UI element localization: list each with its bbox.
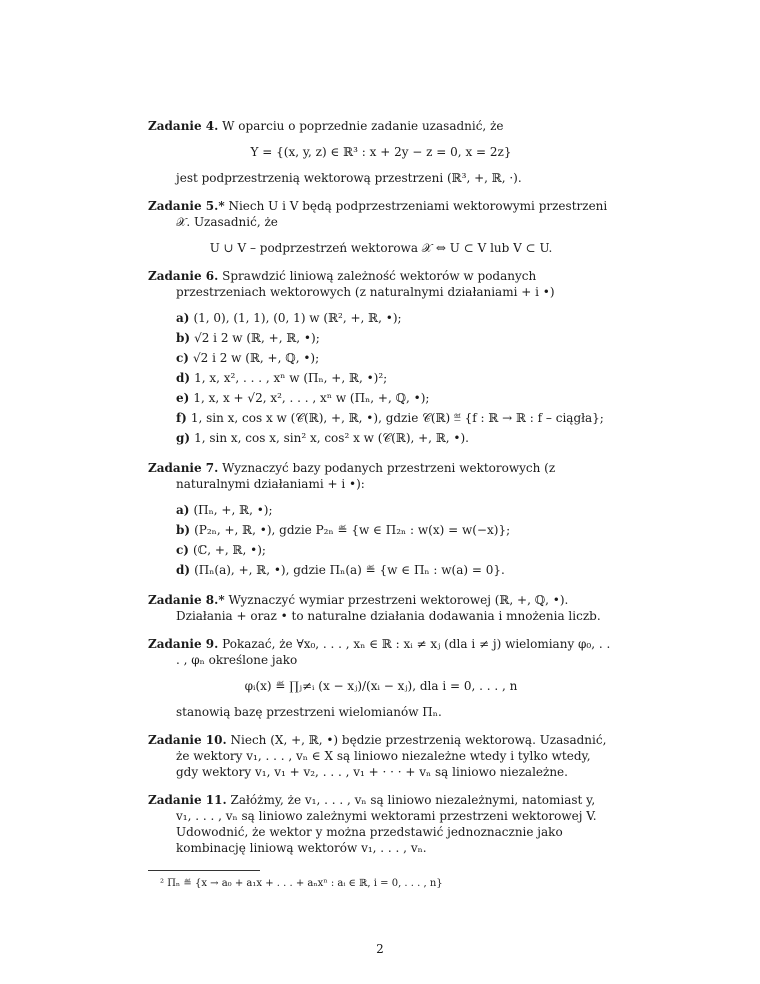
- list-item: c) √2 i 2 w (ℝ, +, ℚ, •);: [176, 351, 320, 365]
- problem-label: Zadanie 11.: [148, 793, 227, 807]
- problem-8: [148, 592, 614, 624]
- display-formula: φᵢ(x) ≝ ∏ⱼ≠ᵢ (x − xⱼ)/(xᵢ − xⱼ), dla i = 0, . . . , n: [244, 679, 518, 693]
- problem-text: Wyznaczyć wymiar przestrzeni wektorowej (ℝ, +, ℚ, •). Działania + oraz • to naturalne działania dodawania i mnożenia liczb.: [176, 593, 601, 623]
- problem-text: Załóżmy, że v₁, . . . , vₙ są liniowo niezależnymi, natomiast y, v₁, . . . , vₙ są liniowo zależnymi wektorami przestrzeni wektorowej V. Udowodnić, że wektor y można przedstawić jednoznacznie jako kombinację liniową wektorów v₁, . . . , vₙ.: [176, 793, 597, 855]
- problem-text: Niech U i V będą podprzestrzeniami wektorowymi przestrzeni 𝒳. Uzasadnić, że: [176, 199, 608, 229]
- problem-label: Zadanie 6.: [148, 269, 219, 283]
- problem-label: Zadanie 10.: [148, 733, 227, 747]
- problem-5: [148, 198, 614, 256]
- problem-6: [148, 268, 614, 448]
- problem-4: [148, 118, 614, 186]
- item-list: [148, 500, 614, 580]
- problem-label: Zadanie 7.: [148, 461, 219, 475]
- footnote: ² Πₙ ≝ {x → a₀ + a₁x + . . . + aₙxⁿ : aᵢ ∈ ℝ, i = 0, . . . , n}: [160, 878, 443, 889]
- problem-text: W oparciu o poprzednie zadanie uzasadnić, że: [222, 119, 504, 133]
- problem-text: Niech (X, +, ℝ, •) będzie przestrzenią wektorową. Uzasadnić, że wektory v₁, . . . , vₙ ∈ X są liniowo niezależne wtedy i tylko wtedy, gdy wektory v₁, v₁ + v₂, . . . , v₁ + · · · + vₙ są liniowo niezależne.: [176, 733, 607, 779]
- page-number: 2: [376, 942, 384, 956]
- item-list: [148, 308, 614, 448]
- list-item: d) 1, x, x², . . . , xⁿ w (Πₙ, +, ℝ, •)²;: [176, 371, 388, 385]
- list-item: b) √2 i 2 w (ℝ, +, ℝ, •);: [176, 331, 320, 345]
- problem-text: Wyznaczyć bazy podanych przestrzeni wektorowych (z naturalnymi działaniami + i •):: [176, 461, 556, 491]
- display-formula: Y = {(x, y, z) ∈ ℝ³ : x + 2y − z = 0, x = 2z}: [250, 145, 512, 159]
- list-item: g) 1, sin x, cos x, sin² x, cos² x w (𝒞(ℝ), +, ℝ, •).: [176, 431, 469, 445]
- list-item: a) (1, 0), (1, 1), (0, 1) w (ℝ², +, ℝ, •);: [176, 311, 402, 325]
- display-formula: U ∪ V – podprzestrzeń wektorowa 𝒳 ⇔ U ⊂ V lub V ⊂ U.: [209, 241, 553, 255]
- problem-text: Pokazać, że ∀x₀, . . . , xₙ ∈ ℝ : xᵢ ≠ xⱼ (dla i ≠ j) wielomiany φ₀, . . . , φₙ określone jako: [176, 637, 611, 667]
- problem-11: [148, 792, 614, 856]
- document-body: [148, 118, 614, 868]
- list-item: b) (P₂ₙ, +, ℝ, •), gdzie P₂ₙ ≝ {w ∈ Π₂ₙ : w(x) = w(−x)};: [176, 523, 511, 537]
- list-item: e) 1, x, x + √2, x², . . . , xⁿ w (Πₙ, +, ℚ, •);: [176, 391, 430, 405]
- problem-10: [148, 732, 614, 780]
- problem-text-continued: jest podprzestrzenią wektorową przestrzeni (ℝ³, +, ℝ, ·).: [176, 171, 522, 185]
- problem-text-continued: stanowią bazę przestrzeni wielomianów Πₙ.: [176, 705, 442, 719]
- problem-label: Zadanie 5.*: [148, 199, 225, 213]
- problem-label: Zadanie 8.*: [148, 593, 225, 607]
- footnote-rule: [148, 870, 260, 871]
- problem-7: [148, 460, 614, 580]
- problem-label: Zadanie 9.: [148, 637, 219, 651]
- problem-9: [148, 636, 614, 720]
- list-item: f) 1, sin x, cos x w (𝒞(ℝ), +, ℝ, •), gdzie 𝒞(ℝ) ≝ {f : ℝ → ℝ : f – ciągła};: [176, 411, 604, 425]
- list-item: a) (Πₙ, +, ℝ, •);: [176, 503, 273, 517]
- list-item: c) (ℂ, +, ℝ, •);: [176, 543, 266, 557]
- problem-text: Sprawdzić liniową zależność wektorów w podanych przestrzeniach wektorowych (z naturalnymi działaniami + i •): [176, 269, 555, 299]
- list-item: d) (Πₙ(a), +, ℝ, •), gdzie Πₙ(a) ≝ {w ∈ Πₙ : w(a) = 0}.: [176, 563, 505, 577]
- problem-label: Zadanie 4.: [148, 119, 219, 133]
